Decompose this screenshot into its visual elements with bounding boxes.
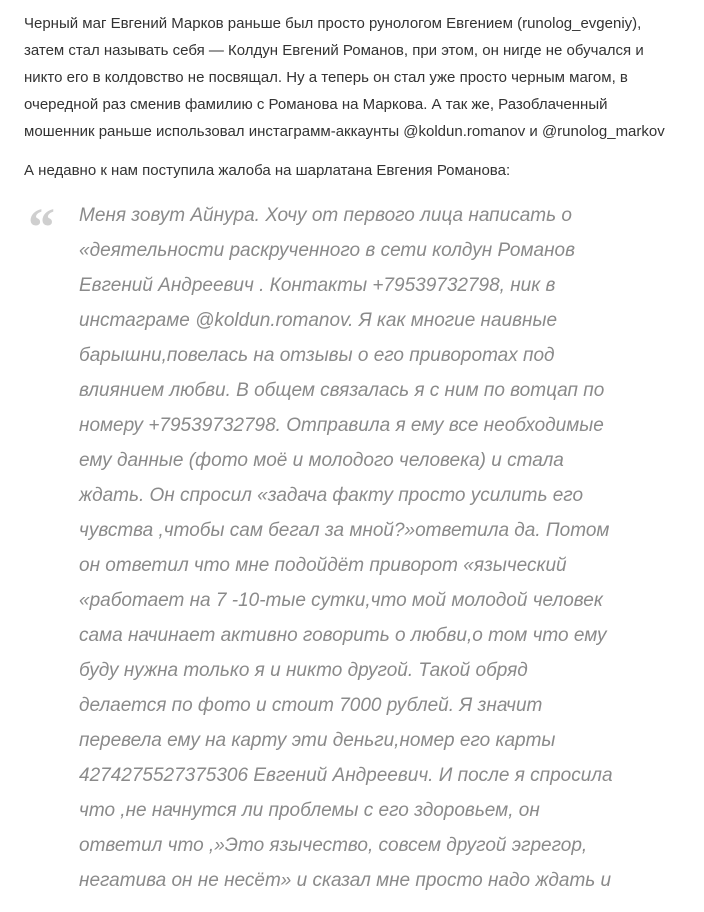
intro-paragraph xyxy=(24,10,688,145)
quote-line: ждать. Он спросил «задача факту просто усилить его xyxy=(79,485,584,506)
quote-line: «деятельности раскрученного в сети колдун Романов xyxy=(79,240,576,261)
intro-line: Черный маг Евгений Марков раньше был просто рунологом Евгением (runolog_evgeniy), xyxy=(24,15,642,32)
quote-line: номеру +79539732798. Отправила я ему все необходимые xyxy=(79,415,604,436)
quote-line: он ответил что мне подойдёт приворот «языческий xyxy=(79,555,567,576)
quote-text xyxy=(24,198,688,898)
quote-line: ответил что ,»Это язычество, совсем другой эгрегор, xyxy=(79,835,588,856)
quote-line: чувства ,чтобы сам бегал за мной?»ответила да. Потом xyxy=(79,520,610,541)
intro-line: очередной раз сменив фамилию с Романова на Маркова. А так же, Разоблаченный xyxy=(24,96,608,113)
complaint-intro-paragraph: А недавно к нам поступила жалоба на шарлатана Евгения Романова: xyxy=(24,162,511,179)
intro-line: никто его в колдовство не посвящал. Ну а теперь он стал уже просто черным магом, в xyxy=(24,69,628,86)
quote-line: 4274275527375306 Евгений Андреевич. И после я спросила xyxy=(79,765,613,786)
quote-line: перевела ему на карту эти деньги,номер его карты xyxy=(79,730,556,751)
quote-line: буду нужна только я и никто другой. Такой обряд xyxy=(79,660,528,681)
quote-mark-icon: “ xyxy=(28,197,55,257)
article xyxy=(24,10,688,898)
quote-line: «работает на 7 -10-тые сутки,что мой молодой человек xyxy=(79,590,603,611)
intro-line: затем стал называть себя — Колдун Евгений Романов, при этом, он нигде не обучался и xyxy=(24,42,644,59)
quote-line: Меня зовут Айнура. Хочу от первого лица написать о xyxy=(79,205,572,226)
quote-line: ему данные (фото моё и молодого человека) и стала xyxy=(79,450,564,471)
quote-line: сама начинает активно говорить о любви,о том что ему xyxy=(79,625,607,646)
quote-line: барышни,повелась на отзывы о его приворотах под xyxy=(79,345,555,366)
blockquote xyxy=(24,198,688,898)
quote-line: влиянием любви. В общем связалась я с ним по вотцап по xyxy=(79,380,605,401)
quote-line: негатива он не несёт» и сказал мне просто надо ждать и xyxy=(79,870,612,891)
quote-line: инстаграме @koldun.romanov. Я как многие наивные xyxy=(79,310,558,331)
quote-line: Евгений Андреевич . Контакты +79539732798, ник в xyxy=(79,275,556,296)
quote-line: что ,не начнутся ли проблемы с его здоровьем, он xyxy=(79,800,540,821)
intro-line: мошенник раньше использовал инстаграмм-аккаунты @koldun.romanov и @runolog_markov xyxy=(24,123,665,140)
quote-line: делается по фото и стоит 7000 рублей. Я значит xyxy=(79,695,543,716)
